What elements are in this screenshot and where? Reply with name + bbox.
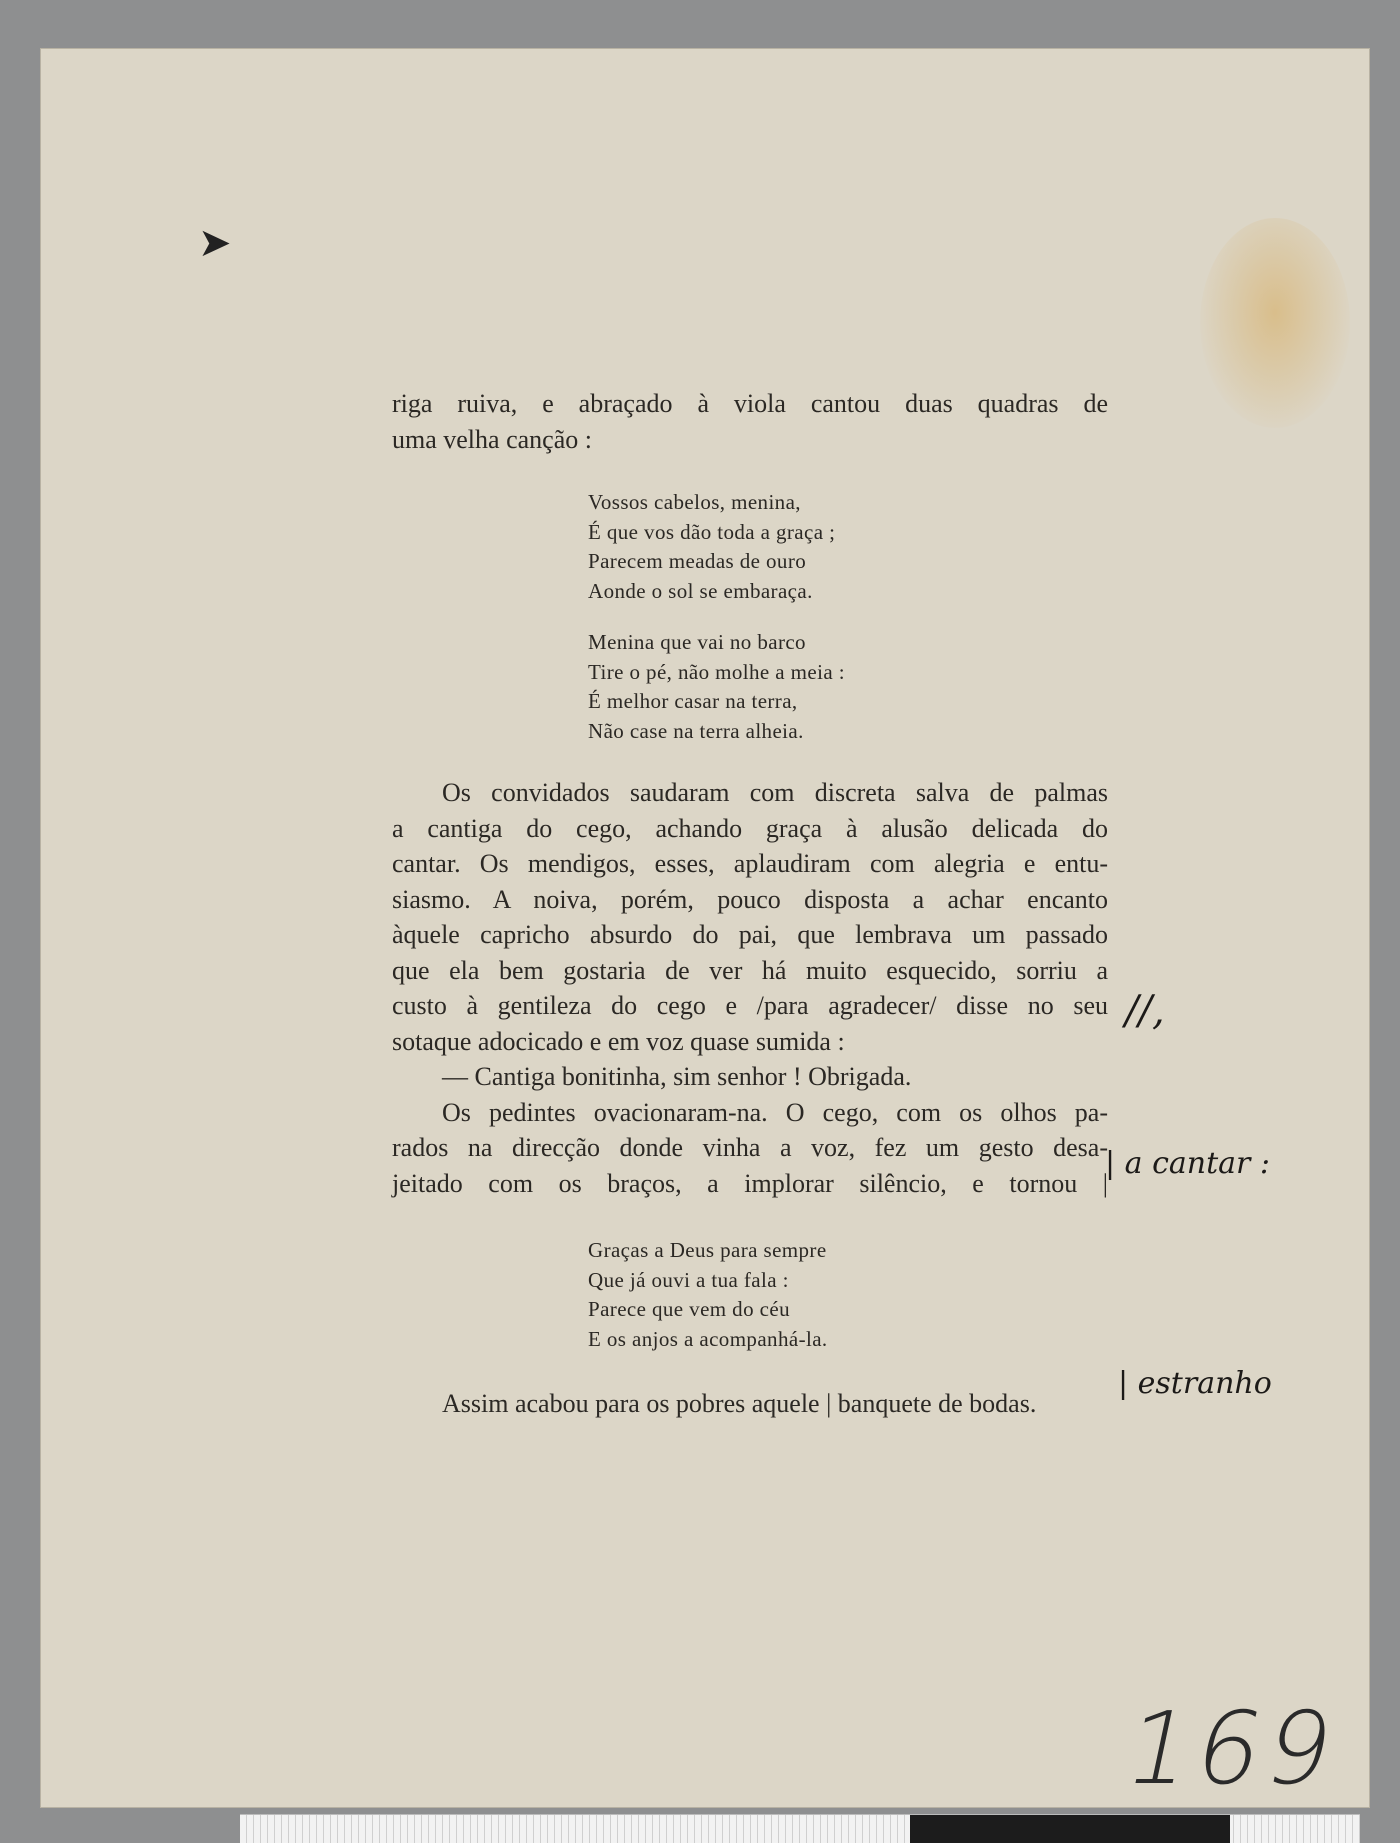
text-line: que ela bem gostaria de ver há muito esquecido, sorriu a xyxy=(392,955,1108,985)
verse-line: Não case na terra alheia. xyxy=(588,718,804,743)
paper-stain xyxy=(1200,218,1350,428)
text-line: Os convidados saudaram com discreta salva de palmas xyxy=(442,778,1108,807)
verse-line: Parece que vem do céu xyxy=(588,1297,790,1321)
verse-stanza-2 xyxy=(588,628,845,746)
text-line: Os pedintes ovacionaram-na. O cego, com os olhos pa- xyxy=(442,1097,1108,1127)
scan-ruler xyxy=(240,1814,1360,1843)
text-line: riga ruiva, e abraçado à viola cantou duas quadras de xyxy=(392,389,1108,418)
verse-line: E os anjos a acompanhá-la. xyxy=(588,1326,828,1351)
text-line: — Cantiga bonitinha, sim senhor ! Obrigada. xyxy=(442,1062,912,1091)
handwritten-note: | estranho xyxy=(1118,1366,1272,1401)
handwritten-note: //, xyxy=(1125,988,1165,1034)
ruler-dark-segment xyxy=(910,1815,1230,1843)
verse-line: Parecem meadas de ouro xyxy=(588,549,807,573)
text-line: a cantiga do cego, achando graça à alusão delicada do xyxy=(392,813,1108,843)
text-line: àquele capricho absurdo do pai, que lembrava um passado xyxy=(392,920,1108,949)
margin-mark: ➤ xyxy=(198,220,232,266)
verse-line: É que vos dão toda a graça ; xyxy=(588,519,836,544)
intro-paragraph xyxy=(392,386,1108,457)
text-line: custo à gentileza do cego e /para agradecer/ disse no seu xyxy=(392,991,1108,1020)
text-line: cantar. Os mendigos, esses, aplaudiram com alegria e entu- xyxy=(392,849,1108,878)
verse-line: Tire o pé, não molhe a meia : xyxy=(588,659,845,684)
handwritten-note: | a cantar : xyxy=(1105,1146,1270,1181)
verse-line: É melhor casar na terra, xyxy=(588,689,798,713)
verse-line: Graças a Deus para sempre xyxy=(588,1238,827,1262)
main-paragraph xyxy=(392,775,1108,1201)
text-line: sotaque adocicado e em voz quase sumida : xyxy=(392,1026,845,1056)
verse-line: Que já ouvi a tua fala : xyxy=(588,1267,789,1292)
document-page xyxy=(40,48,1370,1808)
verse-line: Aonde o sol se embaraça. xyxy=(588,578,813,603)
text-line: Assim acabou para os pobres aquele | banquete de bodas. xyxy=(442,1389,1037,1418)
verse-stanza-1 xyxy=(588,488,835,606)
text-line: jeitado com os braços, a implorar silêncio, e tornou | xyxy=(392,1168,1108,1198)
verse-line: Vossos cabelos, menina, xyxy=(588,490,801,514)
text-line: uma velha canção : xyxy=(392,424,592,454)
text-line: siasmo. A noiva, porém, pouco disposta a achar encanto xyxy=(392,884,1108,914)
verse-line: Menina que vai no barco xyxy=(588,630,806,654)
page-number: 169 xyxy=(1115,1690,1350,1807)
final-paragraph xyxy=(392,1386,1108,1422)
verse-stanza-3 xyxy=(588,1236,828,1354)
text-line: rados na direcção donde vinha a voz, fez um gesto desa- xyxy=(392,1133,1108,1162)
